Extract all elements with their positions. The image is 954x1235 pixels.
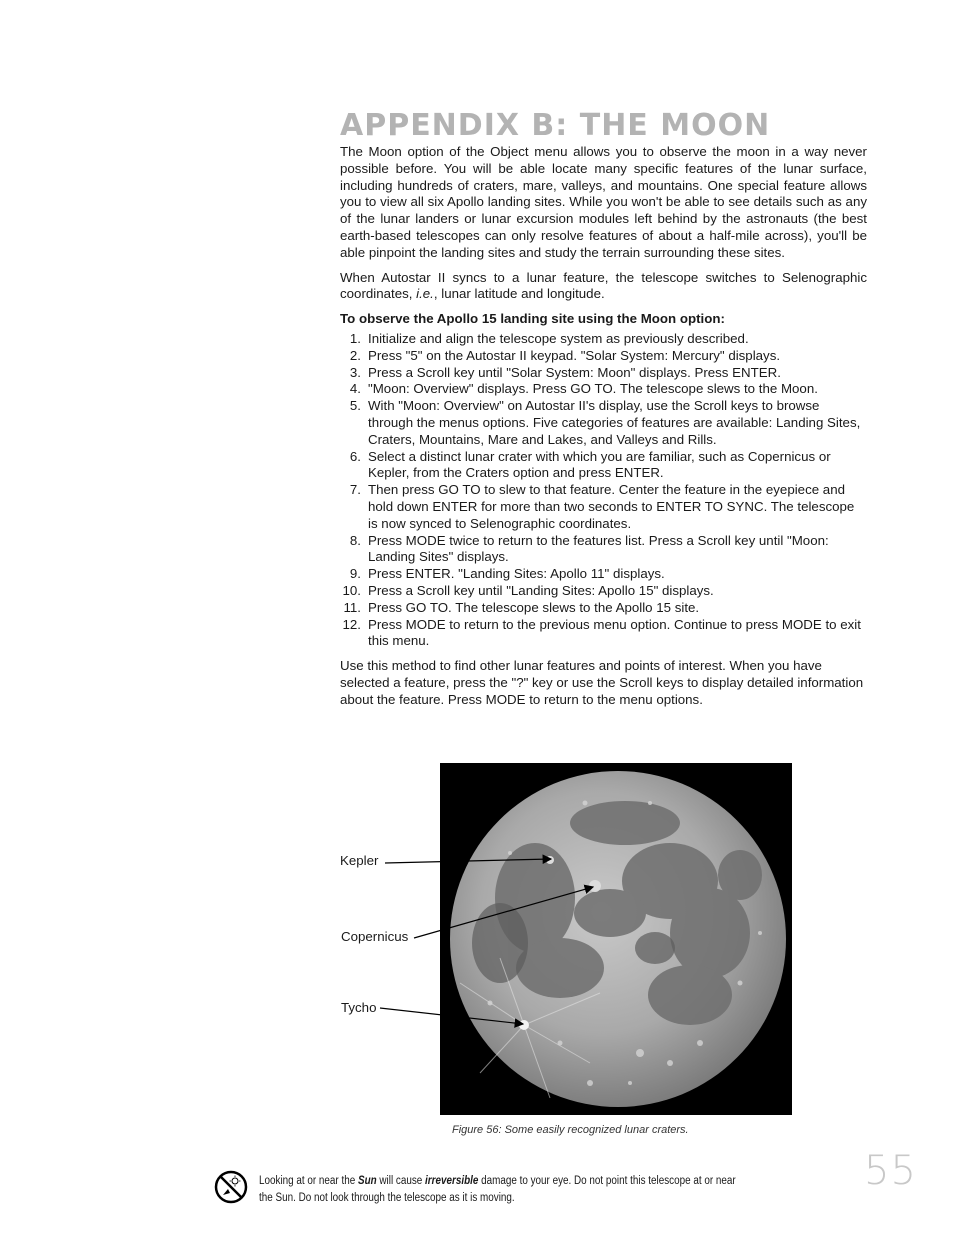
- page-number: 55: [864, 1148, 917, 1194]
- step-number: 4.: [349, 381, 361, 397]
- procedure-heading: To observe the Apollo 15 landing site using the Moon option:: [340, 311, 725, 327]
- warning-irreversible: irreversible: [425, 1175, 479, 1187]
- step-number: 8.: [349, 532, 361, 548]
- step-text: "Moon: Overview" displays. Press GO TO. The telescope slews to the Moon.: [368, 381, 818, 397]
- step-number: 9.: [349, 566, 361, 582]
- sync-text-after: , lunar latitude and longitude.: [433, 286, 605, 302]
- warning-text-part1: Looking at or near the: [259, 1175, 358, 1187]
- figure-caption: Figure 56: Some easily recognized lunar craters.: [452, 1124, 689, 1136]
- step-number: 7.: [349, 482, 361, 498]
- step-number: 12.: [342, 616, 361, 632]
- sync-text-italic: i.e.: [416, 286, 434, 302]
- step-number: 10.: [342, 582, 361, 598]
- step-number: 3.: [349, 364, 361, 380]
- step-text: Press a Scroll key until "Landing Sites: Apollo 15" displays.: [368, 582, 714, 598]
- warning-text-part2: will cause: [376, 1175, 426, 1187]
- step-number: 11.: [343, 599, 361, 615]
- step-number: 1.: [349, 330, 361, 346]
- step-text: Initialize and align the telescope system as previously described.: [368, 330, 749, 346]
- step-number: 5.: [349, 398, 361, 414]
- kepler-arrow: [385, 859, 551, 863]
- tycho-arrow: [380, 1008, 523, 1024]
- tycho-label: Tycho: [341, 1000, 377, 1015]
- step-text: Press a Scroll key until "Solar System: Moon" displays. Press ENTER.: [368, 364, 781, 380]
- copernicus-arrow: [414, 887, 593, 938]
- sync-text-before: When Autostar II syncs to a lunar feature, the telescope switches to Selenographic coordinates,: [340, 269, 867, 302]
- step-text: Then press GO TO to slew to that feature. Center the feature in the eyepiece and hold down ENTER for more than two seconds to ENTER TO SYNC. The telescope is now synced to Selenographic coordinates.: [368, 482, 855, 531]
- step-text: Press "5" on the Autostar II keypad. "Solar System: Mercury" displays.: [368, 347, 781, 363]
- step-text: Press MODE to return to the previous menu option. Continue to press MODE to exit this menu.: [368, 616, 861, 649]
- closing-paragraph: Use this method to find other lunar features and points of interest. When you have selected a feature, press the "?" key or use the Scroll keys to display detailed information about the feature. Press MODE to return to the menu options.: [340, 658, 864, 707]
- kepler-label: Kepler: [340, 853, 379, 868]
- sun-warning-icon: [214, 1170, 248, 1204]
- warning-sun: Sun: [357, 1175, 377, 1187]
- intro-paragraph: The Moon option of the Object menu allows you to observe the moon in a way never possible before. You will be able locate many specific features of the lunar surface, including hundreds of craters, mare, valleys, and mountains. One special feature allows you to view all six Apollo landing sites. While you won't be able to see details such as any of the lunar landers or lunar excursion modules left behind by the astronauts (the best earth-based telescopes can only resolve features of about a half-mile across), you'll be able pinpoint the landing sites and study the terrain surrounding these sites.: [340, 144, 867, 260]
- page-title: APPENDIX B: THE MOON: [340, 108, 771, 143]
- copernicus-label: Copernicus: [341, 929, 409, 944]
- step-text: With "Moon: Overview" on Autostar II's display, use the Scroll keys to browse through the menus options. Five categories of features are available: Landing Sites, Craters, Mountains, Mare and Lakes, and Valleys and Rills.: [368, 398, 861, 447]
- sun-warning-text: [259, 1173, 741, 1207]
- step-text: Press MODE twice to return to the features list. Press a Scroll key until "Moon: Landing Sites" displays.: [368, 532, 829, 565]
- step-number: 6.: [349, 448, 361, 464]
- warning-text-part3: damage to your eye. Do not point this telescope at or near the Sun. Do not look through the telescope as it is moving.: [259, 1175, 736, 1204]
- step-text: Press GO TO. The telescope slews to the Apollo 15 site.: [368, 599, 700, 615]
- step-number: 2.: [349, 347, 361, 363]
- step-text: Press ENTER. "Landing Sites: Apollo 11" displays.: [368, 566, 665, 582]
- step-text: Select a distinct lunar crater with which you are familiar, such as Copernicus or Kepler, from the Craters option and press ENTER.: [368, 448, 831, 481]
